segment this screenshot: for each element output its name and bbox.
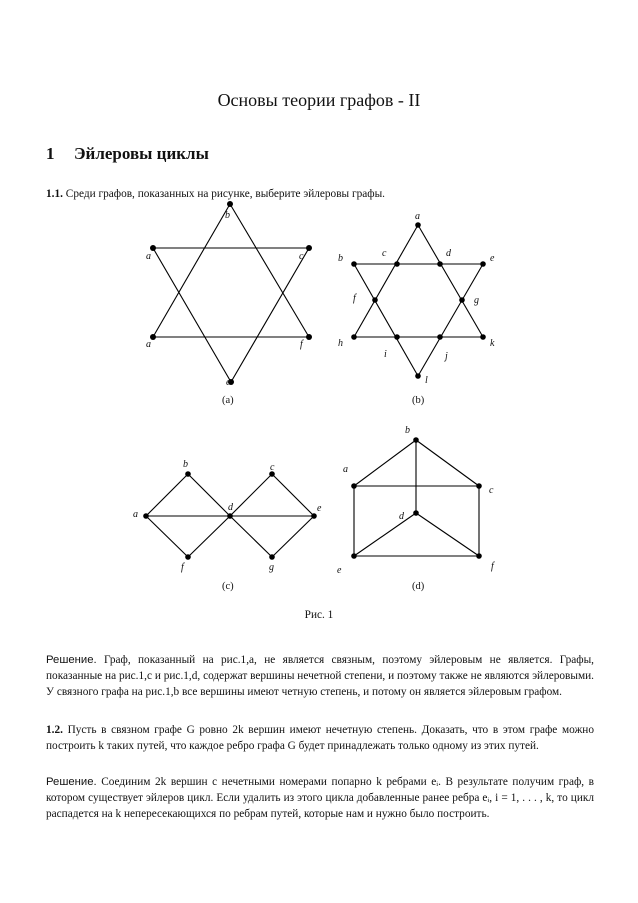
graph-b-label: i	[384, 349, 387, 360]
graph-d-label: d	[399, 511, 404, 522]
graph-b-label: a	[415, 211, 420, 222]
graph-b-vertex	[394, 334, 400, 340]
graph-b-label: j	[445, 351, 448, 362]
graph-c-label: g	[269, 562, 274, 573]
graph-b-label: g	[474, 295, 479, 306]
document-title: Основы теории графов - II	[217, 90, 421, 110]
graph-d-label: f	[491, 561, 494, 572]
graph-b-label: b	[338, 253, 343, 264]
graph-c-label: b	[183, 459, 188, 470]
graph-c-label: c	[270, 462, 275, 473]
graph-d	[337, 425, 495, 576]
graph-c-edge	[230, 474, 272, 516]
graph-b-vertex	[437, 261, 443, 267]
problem-2-text: Пусть в связном графе G ровно 2k вершин имеют нечетную степень. Доказать, что в этом графе можно построить k таких путей, что каждое ребро графа G будет принадлежать только одному из этих путей.	[46, 724, 594, 752]
graph-c-edge	[272, 516, 314, 557]
problem-2-label: 1.2.	[46, 724, 63, 736]
graph-d-vertex	[351, 483, 357, 489]
graph-b-label: k	[490, 338, 495, 349]
graph-c-vertex	[185, 554, 191, 560]
solution-2	[46, 774, 594, 822]
section-number: 1	[46, 144, 55, 163]
graph-d-label: a	[343, 464, 348, 475]
graph-d-edge	[416, 440, 479, 486]
graph-a-label: a	[146, 339, 151, 350]
solution-2-label: Решение.	[46, 776, 97, 788]
problem-2	[46, 722, 594, 754]
graph-c-label: f	[181, 562, 184, 573]
graph-b-vertex	[459, 297, 465, 303]
graph-a-label: e	[226, 377, 231, 388]
solution-1-label: Решение.	[46, 654, 97, 666]
graph-c	[133, 459, 322, 573]
solution-1-text: Граф, показанный на рис.1,a, не является связным, поэтому эйлеровым не является. Графы, показанные на рис.1,c и рис.1,d, содержат вершины нечетной степени, и поэтому также не являются эйлеровыми. У связного графа на рис.1,b все вершины имеют четную степень, и потому он является эйлеровым графом.	[46, 654, 595, 698]
graph-b-vertex	[351, 334, 357, 340]
graph-a-vertex	[227, 201, 233, 207]
graph-c-edge	[188, 516, 230, 557]
graph-c-edge	[146, 474, 188, 516]
graph-c-edge	[188, 474, 230, 516]
graph-a-label: c	[299, 251, 304, 262]
graph-b-label: h	[338, 338, 343, 349]
graph-d-vertex	[351, 553, 357, 559]
graph-b-caption: (b)	[412, 395, 425, 406]
graph-a-edge	[153, 204, 230, 337]
problem-1-label: 1.1.	[46, 188, 63, 200]
graph-b-vertex	[480, 334, 486, 340]
graph-b-vertex	[480, 261, 486, 267]
graph-c-label: d	[228, 502, 233, 513]
graph-b-vertex	[415, 222, 421, 228]
graph-d-label: e	[337, 565, 342, 576]
problem-1-text: Среди графов, показанных на рисунке, выберите эйлеровы графы.	[65, 188, 385, 200]
graph-d-vertex	[413, 510, 419, 516]
solution-2-text: Соединим 2k вершин с нечетными номерами попарно k ребрами eᵢ. В результате получим граф, в котором существует эйлеров цикл. Если удалить из этого цикла добавленные ранее ребра eᵢ, i = 1, . . . , k, то цикл распадется на k непересекающихся по ребрам путей, которые нам и нужно было построить.	[46, 776, 594, 820]
graph-a-vertex	[306, 334, 312, 340]
graph-c-vertex	[143, 513, 149, 519]
section-title: Эйлеровы циклы	[74, 144, 209, 163]
graph-b-vertex	[394, 261, 400, 267]
graph-a-label: a	[146, 251, 151, 262]
graph-d-edge	[354, 513, 416, 556]
graph-c-vertex	[227, 513, 233, 519]
graph-d-edge	[354, 440, 416, 486]
graph-a-label: f	[300, 339, 303, 350]
figure-caption: Рис. 1	[304, 609, 334, 621]
graph-a-vertex	[306, 245, 312, 251]
graph-d-label: b	[405, 425, 410, 436]
graph-b-vertex	[437, 334, 443, 340]
graph-c-edge	[230, 516, 272, 557]
graph-a	[146, 201, 312, 388]
graph-c-edge	[146, 516, 188, 557]
graph-d-edge	[416, 513, 479, 556]
graph-b-label: f	[353, 293, 356, 304]
graph-c-vertex	[311, 513, 317, 519]
graph-b-vertex	[415, 373, 421, 379]
graph-c-caption: (c)	[222, 581, 234, 592]
graph-b-label: c	[382, 248, 387, 259]
graph-d-label: c	[489, 485, 494, 496]
graph-a-edge	[153, 248, 231, 382]
graph-d-vertex	[476, 483, 482, 489]
solution-1	[46, 652, 594, 700]
graph-b-vertex	[372, 297, 378, 303]
graph-b-label: l	[425, 375, 428, 386]
graph-c-vertex	[185, 471, 191, 477]
graph-c-label: a	[133, 509, 138, 520]
graph-c-label: e	[317, 503, 322, 514]
graph-b	[338, 211, 495, 386]
graph-c-vertex	[269, 554, 275, 560]
graph-a-caption: (a)	[222, 395, 234, 406]
graph-b-label: e	[490, 253, 495, 264]
graph-d-caption: (d)	[412, 581, 425, 592]
graph-b-label: d	[446, 248, 451, 259]
graph-a-edge	[230, 204, 309, 337]
graph-a-edge	[231, 248, 309, 382]
graph-d-vertex	[476, 553, 482, 559]
graph-a-label: b	[225, 210, 230, 221]
graph-d-vertex	[413, 437, 419, 443]
graph-b-vertex	[351, 261, 357, 267]
graph-c-edge	[272, 474, 314, 516]
